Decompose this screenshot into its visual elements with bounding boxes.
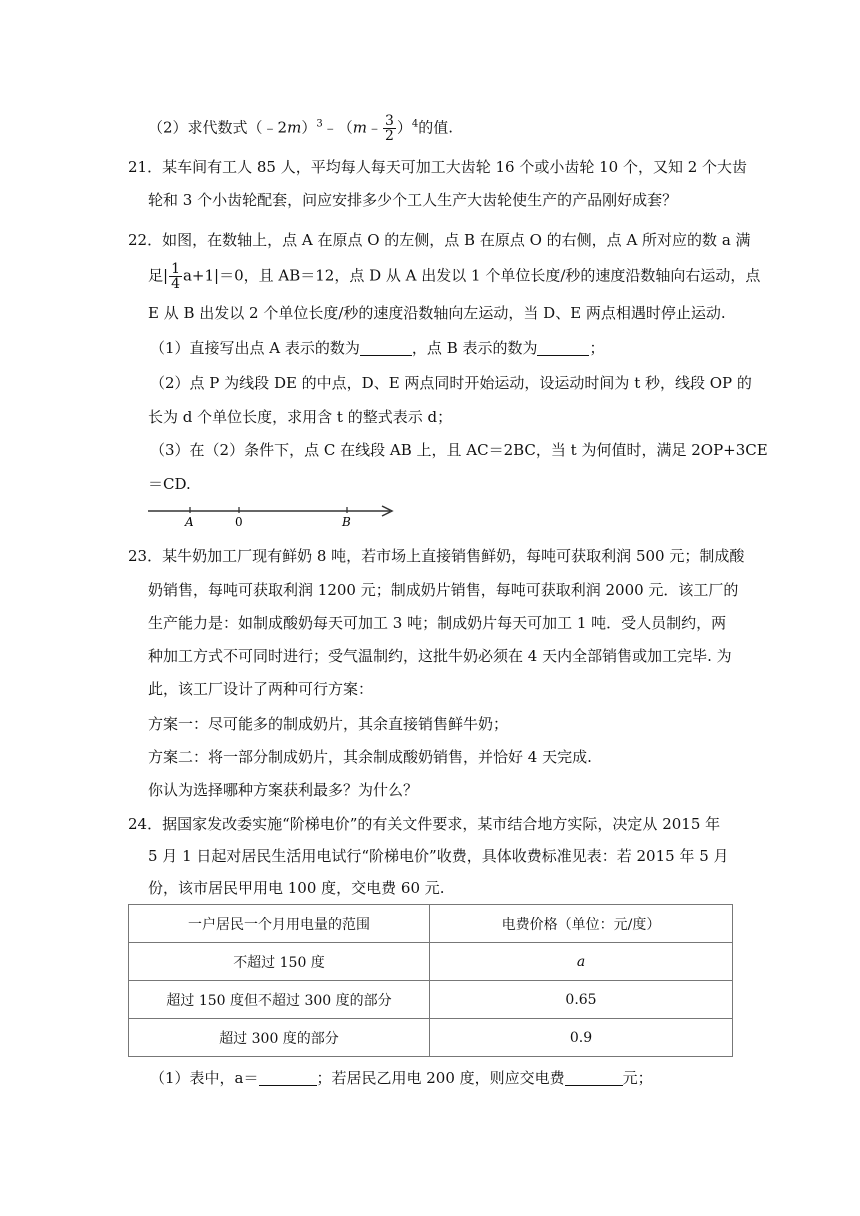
q23-plan2: 方案二：将一部分制成奶片，其余制成酸奶销售，并恰好 4 天完成.: [148, 748, 592, 766]
q24-part1: （1）表中，a＝ ；若居民乙用电 200 度，则应交电费 元；: [150, 1069, 653, 1087]
q24-line1: 24．据国家发改委实施“阶梯电价”的有关文件要求，某市结合地方实际，决定从 2015 年: [128, 815, 721, 833]
answer-blank-a-value[interactable]: [259, 1069, 317, 1086]
q22-part2-line2: 长为 d 个单位长度，求用含 t 的整式表示 d；: [148, 408, 453, 426]
label-origin: 0: [235, 515, 243, 529]
q21-line1: 21．某车间有工人 85 人，平均每人每天可加工大齿轮 16 个或小齿轮 10 个，又知 2 个大齿: [128, 158, 748, 176]
electricity-fee-table: [128, 904, 733, 1057]
table-cell: 超过 150 度但不超过 300 度的部分: [129, 981, 430, 1019]
q20-part2: （2）求代数式（﹣2m）$^3$﹣（m﹣ $\frac{3}{2}$ ）$^4$的值.: [148, 113, 454, 144]
table-header-row: [129, 905, 733, 943]
label-b: B: [342, 515, 351, 529]
table-cell: a: [430, 943, 733, 981]
table-header-cell: 电费价格（单位：元/度）: [430, 905, 733, 943]
table-cell: 0.65: [430, 981, 733, 1019]
q22-part2-line1: （2）点 P 为线段 DE 的中点，D、E 两点同时开始运动，设运动时间为 t 秒，线段 OP 的: [150, 374, 752, 392]
answer-blank-b[interactable]: [537, 339, 589, 356]
q22-part3-line1: （3）在（2）条件下，点 C 在线段 AB 上，且 AC＝2BC，当 t 为何值时，满足 2OP+3CE: [150, 441, 768, 459]
q21-line2: 轮和 3 个小齿轮配套，问应安排多少个工人生产大齿轮使生产的产品刚好成套？: [148, 191, 678, 209]
q22-part1: （1）直接写出点 A 表示的数为 ，点 B 表示的数为 ；: [150, 339, 605, 357]
answer-blank-a[interactable]: [360, 339, 412, 356]
q23-line1: 23．某牛奶加工厂现有鲜奶 8 吨，若市场上直接销售鲜奶，每吨可获取利润 500 元；制成酸: [128, 547, 745, 565]
fraction-one-quarter: $\frac{1}{4}$: [171, 261, 180, 292]
table-cell: 超过 300 度的部分: [129, 1019, 430, 1057]
number-line-figure: [140, 503, 410, 529]
table-cell: 0.9: [430, 1019, 733, 1057]
q23-line2: 奶销售，每吨可获取利润 1200 元；制成奶片销售，每吨可获取利润 2000 元．该工厂的: [148, 581, 739, 599]
q23-line4: 种加工方式不可同时进行；受气温制约，这批牛奶必须在 4 天内全部销售或加工完毕. 为: [148, 647, 732, 665]
table-row: [129, 943, 733, 981]
q24-line3: 份，该市居民甲用电 100 度，交电费 60 元.: [148, 879, 445, 897]
table-header-cell: 一户居民一个月用电量的范围: [129, 905, 430, 943]
fraction-three-halves: $\frac{3}{2}$: [384, 113, 394, 144]
table-row: [129, 1019, 733, 1057]
label-a: A: [185, 515, 194, 529]
q23-plan1: 方案一：尽可能多的制成奶片，其余直接销售鲜牛奶；: [148, 715, 509, 733]
q22-line1: 22．如图，在数轴上，点 A 在原点 O 的左侧，点 B 在原点 O 的右侧，点 A 所对应的数 a 满: [128, 231, 751, 249]
q23-line5: 此，该工厂设计了两种可行方案：: [148, 680, 374, 698]
table-cell: 不超过 150 度: [129, 943, 430, 981]
q23-line3: 生产能力是：如制成酸奶每天可加工 3 吨；制成奶片每天可加工 1 吨．受人员制约，两: [148, 614, 727, 632]
q24-line2: 5 月 1 日起对居民生活用电试行“阶梯电价”收费，具体收费标准见表：若 2015 年 5 月: [148, 847, 729, 865]
table-row: [129, 981, 733, 1019]
answer-blank-fee[interactable]: [565, 1069, 623, 1086]
q23-question: 你认为选择哪种方案获利最多？为什么？: [148, 781, 419, 799]
q22-line3: E 从 B 出发以 2 个单位长度/秒的速度沿数轴向左运动，当 D、E 两点相遇时停止运动.: [148, 304, 726, 322]
q22-part3-line2: ＝CD.: [148, 475, 191, 493]
q22-line2: 足| $\frac{1}{4}$ a+1|＝0，且 AB＝12，点 D 从 A 出发以 1 个单位长度/秒的速度沿数轴向右运动，点: [148, 261, 761, 292]
